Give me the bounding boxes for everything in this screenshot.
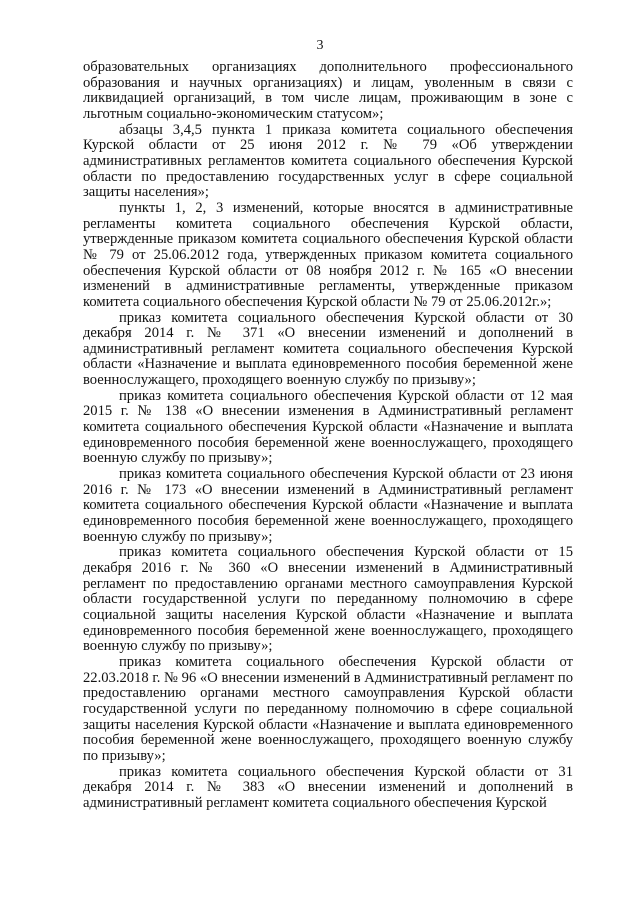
paragraph-8: приказ комитета социального обеспечения Курской области от 22.03.2018 г. № 96 «О внесении изменений в Административный регламент по предоставлению органами местного самоуправления Курской области государственной услуги по переданному полномочию в сфере социальной защиты населения Курской области «Назначение и выплата единовременного пособия беременной жене военнослужащего, проходящего военную службу по призыву»;: [83, 653, 573, 764]
paragraph-4: приказ комитета социального обеспечения Курской области от 30 декабря 2014 г. № 371 «О внесении изменений и дополнений в административный регламент комитета социального обеспечения Курской области «Назначение и выплата единовременного пособия беременной жене военнослужащего, проходящего военную службу по призыву»;: [83, 309, 573, 389]
document-body: [83, 60, 573, 812]
paragraph-2: абзацы 3,4,5 пункта 1 приказа комитета социального обеспечения Курской области от 25 июня 2012 г. № 79 «Об утверждении административных регламентов комитета социального обеспечения Курской области по предоставлению государственных услуг в сфере социальной защиты населения»;: [83, 121, 573, 201]
paragraph-1: образовательных организациях дополнительного профессионального образования и научных организациях) и лицам, уволенным в связи с ликвидацией организаций, в том числе лицам, проживающим в зоне с льготным социально-экономическим статусом»;: [83, 59, 573, 122]
page-number: 3: [316, 38, 324, 53]
paragraph-3: пункты 1, 2, 3 изменений, которые вносятся в административные регламенты комитета социального обеспечения Курской области, утвержденные приказом комитета социального обеспечения Курской области № 79 от 25.06.2012 года, утвержденных приказом комитета социального обеспечения Курской области от 08 ноября 2012 г. № 165 «О внесении изменений в административные регламенты, утвержденные приказом комитета социального обеспечения Курской области № 79 от 25.06.2012г.»;: [83, 199, 573, 310]
paragraph-5: приказ комитета социального обеспечения Курской области от 12 мая 2015 г. № 138 «О внесении изменения в Административный регламент комитета социального обеспечения Курской области «Назначение и выплата единовременного пособия беременной жене военнослужащего, проходящего военную службу по призыву»;: [83, 387, 573, 467]
paragraph-6: приказ комитета социального обеспечения Курской области от 23 июня 2016 г. № 173 «О внесении изменений в Административный регламент комитета социального обеспечения Курской области «Назначение и выплата единовременного пособия беременной жене военнослужащего, проходящего военную службу по призыву»;: [83, 466, 573, 545]
paragraph-7: приказ комитета социального обеспечения Курской области от 15 декабря 2016 г. № 360 «О внесении изменений в Административный регламент по предоставлению органами местного самоуправления Курской области государственной услуги по переданному полномочию в сфере социальной защиты населения Курской области «Назначение и выплата единовременного пособия беременной жене военнослужащего, проходящего военную службу по призыву»;: [83, 544, 573, 655]
paragraph-9: приказ комитета социального обеспечения Курской области от 31 декабря 2014 г. № 383 «О внесении изменений и дополнений в административный регламент комитета социального обеспечения Курской: [83, 763, 573, 811]
